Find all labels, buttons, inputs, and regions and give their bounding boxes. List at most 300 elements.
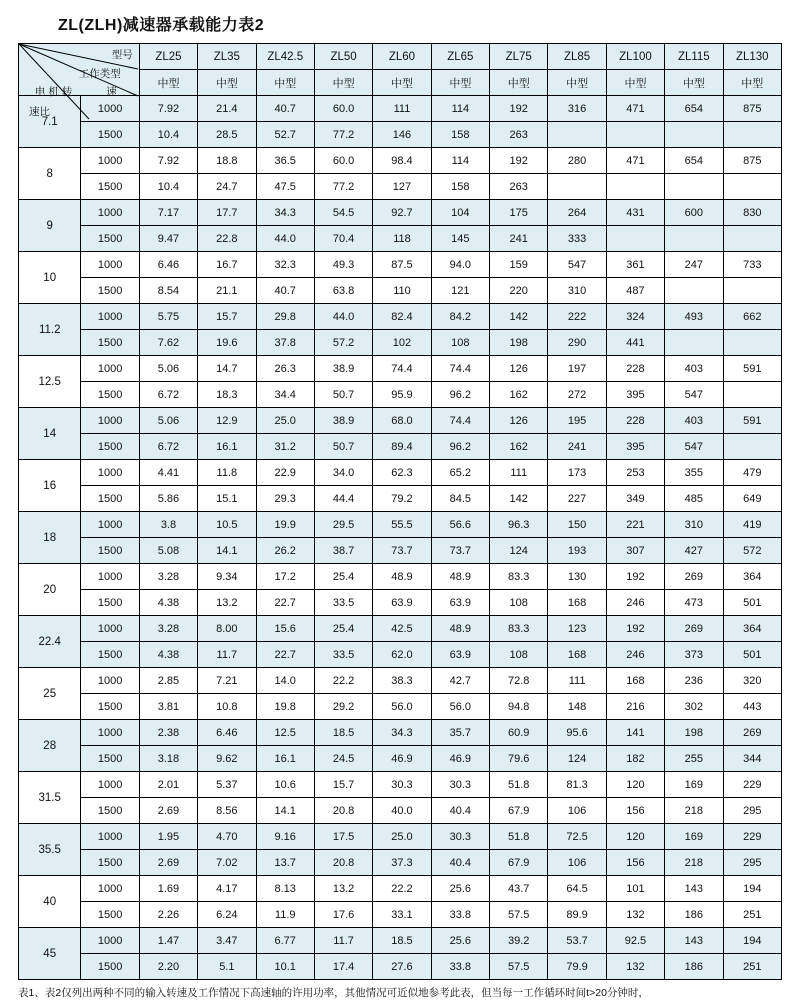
table-cell-value: 373 [665, 642, 723, 668]
table-cell-value: 443 [723, 694, 781, 720]
table-cell-value: 19.9 [256, 512, 314, 538]
table-cell-value: 600 [665, 200, 723, 226]
table-cell-value: 18.5 [373, 928, 431, 954]
table-row [19, 798, 782, 824]
table-cell-value: 162 [490, 382, 548, 408]
table-cell-value: 419 [723, 512, 781, 538]
row-header-rpm: 1000 [81, 252, 139, 278]
table-cell-value: 198 [490, 330, 548, 356]
table-cell-value: 146 [373, 122, 431, 148]
table-cell-value: 3.28 [139, 616, 197, 642]
table-cell-value: 9.16 [256, 824, 314, 850]
table-cell-value: 11.7 [198, 642, 256, 668]
row-header-ratio: 8 [19, 148, 81, 200]
table-cell-value [665, 122, 723, 148]
table-cell-value: 101 [606, 876, 664, 902]
table-cell-value: 72.5 [548, 824, 606, 850]
row-header-ratio: 12.5 [19, 356, 81, 408]
table-cell-value: 40.7 [256, 96, 314, 122]
table-cell-value: 114 [431, 148, 489, 174]
table-cell-value: 56.6 [431, 512, 489, 538]
table-cell-value: 77.2 [314, 174, 372, 200]
table-cell-value: 2.69 [139, 850, 197, 876]
table-cell-value: 79.2 [373, 486, 431, 512]
table-cell-value: 35.7 [431, 720, 489, 746]
table-cell-value [723, 382, 781, 408]
table-cell-value: 302 [665, 694, 723, 720]
row-header-rpm: 1500 [81, 694, 139, 720]
table-row [19, 252, 782, 278]
table-cell-value: 1.47 [139, 928, 197, 954]
table-cell-value: 431 [606, 200, 664, 226]
table-cell-value: 198 [665, 720, 723, 746]
table-cell-value: 193 [548, 538, 606, 564]
table-cell-value: 5.08 [139, 538, 197, 564]
table-cell-value: 96.2 [431, 434, 489, 460]
table-cell-value: 110 [373, 278, 431, 304]
row-header-rpm: 1000 [81, 356, 139, 382]
table-cell-value: 875 [723, 96, 781, 122]
row-header-rpm: 1500 [81, 486, 139, 512]
table-cell-value: 255 [665, 746, 723, 772]
table-cell-value: 34.3 [256, 200, 314, 226]
table-cell-value: 143 [665, 928, 723, 954]
row-header-ratio: 16 [19, 460, 81, 512]
table-cell-value: 44.0 [256, 226, 314, 252]
table-cell-value: 2.69 [139, 798, 197, 824]
row-header-rpm: 1000 [81, 616, 139, 642]
row-header-ratio: 31.5 [19, 772, 81, 824]
table-row [19, 850, 782, 876]
table-cell-value: 246 [606, 642, 664, 668]
table-cell-value: 662 [723, 304, 781, 330]
column-header-worktype: 中型 [665, 70, 723, 96]
table-cell-value: 20.8 [314, 798, 372, 824]
table-cell-value: 241 [490, 226, 548, 252]
table-cell-value: 6.46 [198, 720, 256, 746]
row-header-rpm: 1500 [81, 226, 139, 252]
table-cell-value: 89.9 [548, 902, 606, 928]
row-header-rpm: 1000 [81, 668, 139, 694]
table-row [19, 772, 782, 798]
table-cell-value: 30.3 [431, 772, 489, 798]
table-cell-value: 120 [606, 772, 664, 798]
table-cell-value: 15.7 [198, 304, 256, 330]
table-cell-value: 10.4 [139, 122, 197, 148]
column-header-model: ZL130 [723, 44, 781, 70]
table-cell-value: 324 [606, 304, 664, 330]
table-cell-value: 333 [548, 226, 606, 252]
table-cell-value: 48.9 [431, 564, 489, 590]
row-header-ratio: 7.1 [19, 96, 81, 148]
table-cell-value: 62.3 [373, 460, 431, 486]
table-cell-value: 84.2 [431, 304, 489, 330]
table-cell-value: 11.7 [314, 928, 372, 954]
row-header-rpm: 1500 [81, 174, 139, 200]
table-cell-value: 44.0 [314, 304, 372, 330]
table-cell-value: 13.2 [198, 590, 256, 616]
row-header-rpm: 1000 [81, 460, 139, 486]
table-cell-value: 38.3 [373, 668, 431, 694]
row-header-rpm: 1000 [81, 408, 139, 434]
table-cell-value: 118 [373, 226, 431, 252]
table-cell-value: 156 [606, 798, 664, 824]
table-cell-value: 67.9 [490, 850, 548, 876]
table-cell-value: 37.8 [256, 330, 314, 356]
table-cell-value: 106 [548, 798, 606, 824]
table-cell-value: 572 [723, 538, 781, 564]
table-cell-value: 17.6 [314, 902, 372, 928]
row-header-ratio: 14 [19, 408, 81, 460]
row-header-ratio: 25 [19, 668, 81, 720]
table-cell-value: 197 [548, 356, 606, 382]
table-cell-value: 82.4 [373, 304, 431, 330]
table-row [19, 928, 782, 954]
table-cell-value: 6.72 [139, 382, 197, 408]
table-cell-value: 295 [723, 850, 781, 876]
table-cell-value: 48.9 [431, 616, 489, 642]
column-header-worktype: 中型 [139, 70, 197, 96]
table-cell-value: 236 [665, 668, 723, 694]
table-cell-value: 19.8 [256, 694, 314, 720]
table-cell-value: 94.8 [490, 694, 548, 720]
table-cell-value [723, 174, 781, 200]
table-cell-value: 4.70 [198, 824, 256, 850]
table-cell-value: 67.9 [490, 798, 548, 824]
table-cell-value: 42.7 [431, 668, 489, 694]
row-header-rpm: 1500 [81, 590, 139, 616]
table-cell-value: 108 [490, 642, 548, 668]
table-cell-value: 471 [606, 148, 664, 174]
table-cell-value: 57.5 [490, 902, 548, 928]
table-cell-value: 95.6 [548, 720, 606, 746]
table-cell-value: 221 [606, 512, 664, 538]
table-cell-value: 108 [431, 330, 489, 356]
table-cell-value [665, 226, 723, 252]
row-header-ratio: 10 [19, 252, 81, 304]
table-cell-value: 10.4 [139, 174, 197, 200]
table-cell-value: 222 [548, 304, 606, 330]
column-header-worktype: 中型 [723, 70, 781, 96]
table-cell-value: 111 [373, 96, 431, 122]
table-cell-value: 37.3 [373, 850, 431, 876]
table-cell-value: 54.5 [314, 200, 372, 226]
table-cell-value: 102 [373, 330, 431, 356]
table-cell-value: 68.0 [373, 408, 431, 434]
table-cell-value: 158 [431, 122, 489, 148]
table-cell-value: 132 [606, 954, 664, 980]
table-cell-value: 473 [665, 590, 723, 616]
table-cell-value: 52.7 [256, 122, 314, 148]
table-row [19, 746, 782, 772]
table-cell-value [606, 122, 664, 148]
table-cell-value: 25.4 [314, 616, 372, 642]
table-cell-value: 81.3 [548, 772, 606, 798]
table-cell-value: 123 [548, 616, 606, 642]
table-cell-value: 10.1 [256, 954, 314, 980]
table-cell-value: 186 [665, 954, 723, 980]
table-cell-value: 253 [606, 460, 664, 486]
table-cell-value: 547 [548, 252, 606, 278]
table-row [19, 330, 782, 356]
table-cell-value: 591 [723, 356, 781, 382]
table-cell-value: 3.18 [139, 746, 197, 772]
table-cell-value: 148 [548, 694, 606, 720]
row-header-rpm: 1000 [81, 720, 139, 746]
table-cell-value: 25.6 [431, 876, 489, 902]
table-cell-value: 34.3 [373, 720, 431, 746]
table-cell-value: 15.6 [256, 616, 314, 642]
row-header-rpm: 1500 [81, 850, 139, 876]
table-row [19, 356, 782, 382]
table-cell-value: 18.8 [198, 148, 256, 174]
table-cell-value: 158 [431, 174, 489, 200]
row-header-rpm: 1000 [81, 304, 139, 330]
table-cell-value: 108 [490, 590, 548, 616]
table-cell-value: 142 [490, 486, 548, 512]
table-cell-value: 126 [490, 408, 548, 434]
table-cell-value: 16.1 [198, 434, 256, 460]
table-cell-value: 395 [606, 382, 664, 408]
table-cell-value: 18.5 [314, 720, 372, 746]
table-cell-value: 272 [548, 382, 606, 408]
table-cell-value: 175 [490, 200, 548, 226]
table-cell-value: 320 [723, 668, 781, 694]
table-cell-value: 33.5 [314, 642, 372, 668]
table-cell-value: 50.7 [314, 382, 372, 408]
table-cell-value: 124 [490, 538, 548, 564]
table-cell-value: 34.0 [314, 460, 372, 486]
table-cell-value: 501 [723, 642, 781, 668]
table-cell-value: 40.4 [431, 798, 489, 824]
table-cell-value: 33.1 [373, 902, 431, 928]
table-cell-value: 17.7 [198, 200, 256, 226]
table-cell-value: 124 [548, 746, 606, 772]
table-cell-value: 95.9 [373, 382, 431, 408]
table-cell-value: 194 [723, 928, 781, 954]
table-row [19, 616, 782, 642]
table-cell-value: 70.4 [314, 226, 372, 252]
table-cell-value: 30.3 [373, 772, 431, 798]
row-header-rpm: 1500 [81, 746, 139, 772]
table-cell-value: 25.0 [256, 408, 314, 434]
table-cell-value: 441 [606, 330, 664, 356]
table-cell-value [548, 122, 606, 148]
table-cell-value: 18.3 [198, 382, 256, 408]
table-cell-value: 63.9 [431, 590, 489, 616]
table-cell-value: 310 [548, 278, 606, 304]
corner-label-worktype: 工作类型 [78, 68, 121, 80]
table-cell-value: 77.2 [314, 122, 372, 148]
row-header-rpm: 1000 [81, 772, 139, 798]
column-header-model: ZL65 [431, 44, 489, 70]
table-cell-value: 13.2 [314, 876, 372, 902]
table-cell-value: 251 [723, 902, 781, 928]
table-row [19, 902, 782, 928]
table-cell-value: 4.17 [198, 876, 256, 902]
table-cell-value: 40.0 [373, 798, 431, 824]
table-row [19, 460, 782, 486]
table-cell-value: 246 [606, 590, 664, 616]
table-cell-value: 654 [665, 148, 723, 174]
column-header-worktype: 中型 [431, 70, 489, 96]
table-row [19, 668, 782, 694]
table-row [19, 564, 782, 590]
table-cell-value: 55.5 [373, 512, 431, 538]
table-cell-value: 16.7 [198, 252, 256, 278]
row-header-ratio: 18 [19, 512, 81, 564]
table-cell-value [723, 122, 781, 148]
table-cell-value: 38.7 [314, 538, 372, 564]
table-cell-value: 121 [431, 278, 489, 304]
table-row [19, 486, 782, 512]
table-footnote: 表1、表2仅列出两种不同的输入转速及工作情况下高速轴的许用功率，其他情况可近似地参考此表，但当每一工作循环时间t>20分钟时， [18, 987, 649, 999]
table-row [19, 590, 782, 616]
table-cell-value: 159 [490, 252, 548, 278]
table-cell-value: 186 [665, 902, 723, 928]
table-cell-value: 24.5 [314, 746, 372, 772]
table-cell-value: 5.75 [139, 304, 197, 330]
table-cell-value: 195 [548, 408, 606, 434]
table-cell-value: 143 [665, 876, 723, 902]
row-header-rpm: 1500 [81, 954, 139, 980]
table-cell-value: 7.17 [139, 200, 197, 226]
table-cell-value: 9.62 [198, 746, 256, 772]
table-cell-value: 73.7 [373, 538, 431, 564]
row-header-rpm: 1500 [81, 330, 139, 356]
row-header-rpm: 1500 [81, 798, 139, 824]
row-header-ratio: 22.4 [19, 616, 81, 668]
table-cell-value: 10.8 [198, 694, 256, 720]
table-cell-value: 4.38 [139, 642, 197, 668]
table-cell-value: 92.5 [606, 928, 664, 954]
table-cell-value: 40.4 [431, 850, 489, 876]
table-cell-value: 4.41 [139, 460, 197, 486]
table-cell-value: 218 [665, 798, 723, 824]
table-cell-value: 145 [431, 226, 489, 252]
table-cell-value: 60.0 [314, 96, 372, 122]
row-header-rpm: 1000 [81, 512, 139, 538]
table-cell-value: 57.2 [314, 330, 372, 356]
table-cell-value: 591 [723, 408, 781, 434]
table-cell-value: 87.5 [373, 252, 431, 278]
table-cell-value: 1.95 [139, 824, 197, 850]
table-cell-value: 6.24 [198, 902, 256, 928]
table-cell-value: 168 [548, 590, 606, 616]
table-cell-value: 2.85 [139, 668, 197, 694]
table-cell-value: 22.2 [314, 668, 372, 694]
table-cell-value: 74.4 [373, 356, 431, 382]
row-header-rpm: 1000 [81, 564, 139, 590]
column-header-worktype: 中型 [548, 70, 606, 96]
row-header-ratio: 20 [19, 564, 81, 616]
table-cell-value: 24.7 [198, 174, 256, 200]
row-header-rpm: 1500 [81, 434, 139, 460]
table-row [19, 122, 782, 148]
table-cell-value: 21.1 [198, 278, 256, 304]
table-cell-value: 48.9 [373, 564, 431, 590]
table-cell-value: 47.5 [256, 174, 314, 200]
table-cell-value: 241 [548, 434, 606, 460]
table-cell-value: 479 [723, 460, 781, 486]
corner-label-ratio: 速比 [29, 106, 50, 118]
table-cell-value: 29.2 [314, 694, 372, 720]
table-cell-value [665, 174, 723, 200]
row-header-rpm: 1500 [81, 538, 139, 564]
table-cell-value: 44.4 [314, 486, 372, 512]
table-cell-value: 20.8 [314, 850, 372, 876]
table-cell-value: 29.3 [256, 486, 314, 512]
column-header-worktype: 中型 [198, 70, 256, 96]
row-header-rpm: 1000 [81, 148, 139, 174]
table-cell-value: 22.2 [373, 876, 431, 902]
table-cell-value: 216 [606, 694, 664, 720]
table-cell-value: 104 [431, 200, 489, 226]
table-cell-value: 830 [723, 200, 781, 226]
table-cell-value: 4.38 [139, 590, 197, 616]
column-header-worktype: 中型 [490, 70, 548, 96]
row-header-ratio: 28 [19, 720, 81, 772]
table-cell-value: 247 [665, 252, 723, 278]
row-header-rpm: 1000 [81, 928, 139, 954]
table-cell-value: 3.28 [139, 564, 197, 590]
table-cell-value: 361 [606, 252, 664, 278]
table-cell-value: 6.46 [139, 252, 197, 278]
table-cell-value: 14.7 [198, 356, 256, 382]
table-cell-value: 263 [490, 174, 548, 200]
table-cell-value: 11.8 [198, 460, 256, 486]
table-cell-value: 19.6 [198, 330, 256, 356]
table-cell-value: 364 [723, 616, 781, 642]
table-cell-value: 485 [665, 486, 723, 512]
column-header-model: ZL60 [373, 44, 431, 70]
table-cell-value: 98.4 [373, 148, 431, 174]
table-cell-value: 471 [606, 96, 664, 122]
table-cell-value [665, 278, 723, 304]
row-header-ratio: 45 [19, 928, 81, 980]
table-cell-value: 12.5 [256, 720, 314, 746]
table-cell-value: 12.9 [198, 408, 256, 434]
table-cell-value: 22.9 [256, 460, 314, 486]
row-header-rpm: 1500 [81, 902, 139, 928]
table-cell-value: 40.7 [256, 278, 314, 304]
table-cell-value: 142 [490, 304, 548, 330]
table-cell-value: 654 [665, 96, 723, 122]
table-cell-value: 15.1 [198, 486, 256, 512]
table-row [19, 226, 782, 252]
table-cell-value: 649 [723, 486, 781, 512]
table-cell-value: 403 [665, 408, 723, 434]
table-cell-value: 364 [723, 564, 781, 590]
table-cell-value: 64.5 [548, 876, 606, 902]
table-cell-value: 46.9 [373, 746, 431, 772]
table-cell-value: 8.00 [198, 616, 256, 642]
table-cell-value: 156 [606, 850, 664, 876]
table-cell-value: 33.8 [431, 954, 489, 980]
table-cell-value: 295 [723, 798, 781, 824]
table-cell-value: 355 [665, 460, 723, 486]
table-cell-value: 120 [606, 824, 664, 850]
row-header-rpm: 1500 [81, 278, 139, 304]
table-cell-value: 2.26 [139, 902, 197, 928]
table-cell-value: 26.2 [256, 538, 314, 564]
table-cell-value: 17.5 [314, 824, 372, 850]
table-cell-value: 27.6 [373, 954, 431, 980]
table-row [19, 512, 782, 538]
table-cell-value: 9.47 [139, 226, 197, 252]
table-cell-value: 79.9 [548, 954, 606, 980]
table-cell-value: 13.7 [256, 850, 314, 876]
